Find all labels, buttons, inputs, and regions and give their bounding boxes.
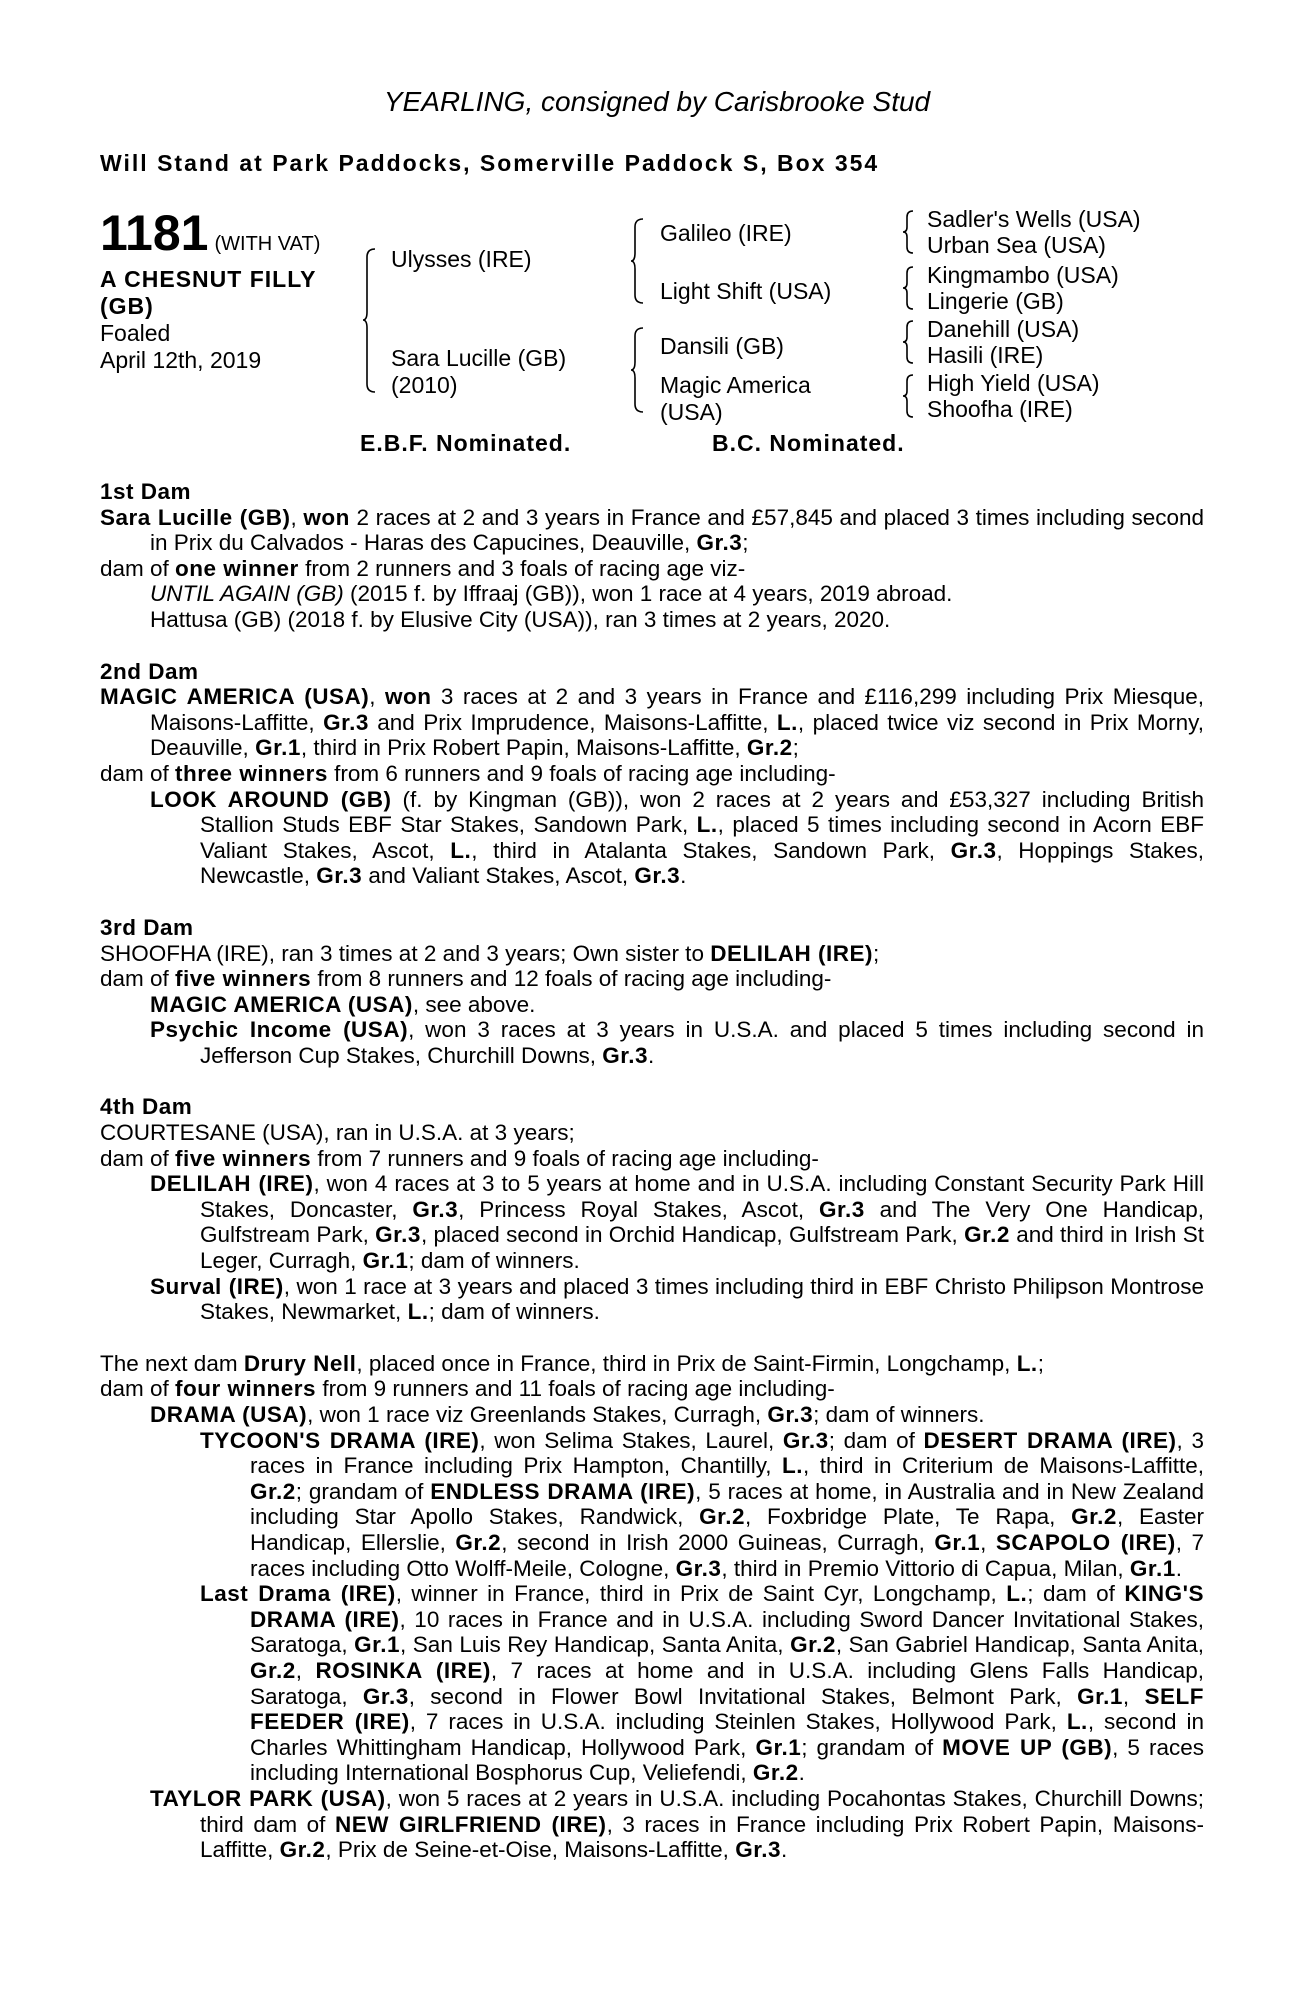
record-text: . [780, 1837, 788, 1863]
grade: Gr.1 [255, 735, 301, 761]
produce-entry [100, 1581, 1204, 1786]
horse-name: DESERT DRAMA (IRE) [923, 1427, 1177, 1453]
horse-name: TYCOON'S DRAMA (IRE) [200, 1427, 480, 1453]
record-text: , won Selima Stakes, Laurel, [479, 1427, 783, 1453]
grade: L. [776, 709, 798, 735]
dam-year: (2010) [391, 372, 458, 398]
produce-entry [100, 1786, 1204, 1863]
grade: Gr.1 [1077, 1683, 1123, 1709]
lot-name-line1: A CHESNUT FILLY [100, 266, 317, 292]
grade: Gr.2 [250, 1657, 296, 1683]
grade: Gr.2 [1071, 1504, 1117, 1530]
summary-text: dam of [100, 1376, 176, 1402]
grade: Gr.3 [602, 1042, 649, 1068]
grade: Gr.3 [818, 1196, 865, 1222]
ebf-nomination: E.B.F. Nominated. [360, 430, 572, 456]
grade: L. [1006, 1581, 1028, 1607]
record-text: , Prix de Seine-et-Oise, Maisons-Laffitte, [325, 1837, 736, 1863]
lot-name [100, 266, 316, 320]
summary-text: dam of [100, 1145, 176, 1171]
record-text: ; [792, 735, 799, 761]
record-text: , [295, 1657, 316, 1683]
foaled-label: Foaled [100, 320, 171, 346]
summary-text: dam of [100, 760, 176, 786]
won-label: won [384, 684, 432, 710]
section-heading: 4th Dam [100, 1094, 193, 1120]
summary-text: dam of [100, 966, 176, 992]
record-text: , third in Atalanta Stakes, Sandown Park, [471, 837, 951, 863]
record-text: , won 5 races at 2 years in U.S.A. including Pocahontas Stakes, Churchill Downs; third dam of [200, 1785, 1204, 1837]
bc-nomination: B.C. Nominated. [712, 430, 905, 456]
produce-entry [100, 581, 1204, 607]
produce-entry [100, 1402, 1204, 1428]
grade: Gr.3 [782, 1427, 829, 1453]
record-text: ; grandam of [295, 1478, 431, 1504]
record-text: , placed twice viz second in Prix Morny, Deauville, [150, 709, 1204, 761]
grade: L. [407, 1299, 429, 1325]
winner-count: four winners [175, 1376, 317, 1402]
record-text: , Foxbridge Plate, Te Rapa, [744, 1504, 1072, 1530]
summary-text: dam of [100, 555, 176, 581]
grade: Gr.2 [455, 1529, 502, 1555]
grade: Gr.1 [354, 1632, 400, 1658]
horse-name: SELF FEEDER (IRE) [250, 1683, 1204, 1735]
grade: Gr.1 [755, 1734, 802, 1760]
grade: Gr.2 [964, 1222, 1010, 1248]
record-text: ; dam of winners. [813, 1402, 985, 1427]
record-text: , placed second in Orchid Handicap, Gulfstream Park, [420, 1222, 965, 1248]
record-text: . [798, 1760, 805, 1786]
record-text: ; dam of [1027, 1581, 1125, 1607]
record-text: ; [742, 530, 749, 556]
first-dam-section [100, 479, 1204, 633]
record-text: , [1122, 1683, 1145, 1709]
bracket-gs2 [902, 266, 914, 310]
lot-name-line2: (GB) [100, 293, 154, 319]
record-text: , second in Flower Bowl Invitational Stakes, Belmont Park, [408, 1683, 1078, 1709]
record-text: 2 races at 2 and 3 years in France and £57,845 and placed 3 times including second in Prix du Calvados - Haras des Capucines, Deauville, [150, 504, 1205, 556]
record-text: , placed once in France, third in Prix de Saint-Firmin, Longchamp, [356, 1350, 1017, 1376]
produce-entry [100, 787, 1204, 889]
record-text: , 5 races at home, in Australia and in New Zealand including Star Apollo Stakes, Randwick, [250, 1478, 1205, 1530]
gg-sdd: Lingerie (GB) [927, 288, 1064, 314]
record-text: , won 3 races at 3 years in U.S.A. and placed 5 times including second in Jefferson Cup Stakes, Churchill Downs, [200, 1017, 1204, 1068]
third-dam-section [100, 915, 1204, 1069]
fourth-dam-section [100, 1094, 1204, 1324]
record-text: , won 1 race at 3 years and placed 3 times including third in EBF Christo Philipson Montrose Stakes, Newmarket, [200, 1273, 1205, 1325]
produce-summary [100, 1146, 1204, 1172]
record-text: , see above. [412, 991, 536, 1017]
stand-location: Will Stand at Park Paddocks, Somerville Paddock S, Box 354 [100, 150, 880, 176]
sire-sire: Galileo (IRE) [660, 220, 792, 246]
record-text: and Prix Imprudence, Maisons-Laffitte, [368, 709, 777, 735]
record-text: ; dam of winners. [408, 1248, 580, 1274]
record-text: and Valiant Stakes, Ascot, [362, 863, 635, 889]
grade: Gr.3 [735, 1837, 781, 1863]
record-text: . [648, 1042, 655, 1068]
record-text: ; [872, 940, 880, 966]
sire-name: Ulysses (IRE) [391, 246, 532, 272]
record-text: , third in Criterium de Maisons-Laffitte, [803, 1453, 1204, 1479]
produce-summary [100, 761, 1204, 787]
dam-record: Sara Lucille (GB), won 2 races at 2 and 3 years in France and £57,845 and placed 3 times including second in Prix du Calvados - Haras des Capucines, Deauville, Gr.3; [100, 504, 1205, 556]
produce-summary [100, 966, 1204, 992]
horse-name: Sara Lucille (GB) [100, 504, 291, 530]
horse-name: LOOK AROUND (GB) [150, 786, 392, 812]
record-text: , San Gabriel Handicap, Santa Anita, [835, 1632, 1205, 1658]
summary-text: from 7 runners and 9 foals of racing age including- [311, 1145, 819, 1171]
catalogue-heading: YEARLING, consigned by Carisbrooke Stud [383, 86, 931, 117]
record-text: , won 1 race viz Greenlands Stakes, Curragh, [307, 1402, 768, 1427]
horse-name: DRAMA (USA) [150, 1402, 308, 1427]
vat-note: (WITH VAT) [214, 233, 321, 255]
record-text: , third in Premio Vittorio di Capua, Milan, [721, 1555, 1130, 1581]
produce-entry [100, 1274, 1204, 1325]
horse-name: MOVE UP (GB) [942, 1734, 1113, 1760]
record-text: , Hoppings Stakes, Newcastle, [200, 837, 1205, 889]
record-text: , [980, 1529, 996, 1555]
grade: Gr.3 [412, 1196, 459, 1222]
won-label: won [303, 504, 350, 530]
dam-dam-line1: Magic America [660, 372, 811, 398]
grade: L. [1066, 1709, 1088, 1735]
produce-entry [100, 992, 1204, 1018]
grade: Gr.1 [934, 1529, 981, 1555]
sire-dam-bracket [362, 248, 376, 393]
record-text: ; grandam of [801, 1734, 943, 1760]
horse-name: NEW GIRLFRIEND (IRE) [334, 1811, 607, 1837]
summary-text: from 9 runners and 11 foals of racing age including- [316, 1376, 835, 1402]
record-text: , placed 5 times including second in Acorn EBF Valiant Stakes, Ascot, [200, 812, 1204, 863]
winner-count: five winners [175, 1145, 312, 1171]
bracket-gs3 [902, 320, 914, 364]
record-text: , 3 races in France including Prix Robert Papin, Maisons-Laffitte, [200, 1811, 1205, 1863]
bracket-gs1 [902, 210, 914, 254]
produce-summary [100, 556, 1204, 582]
record-text: , 10 races in France and in U.S.A. including Sword Dancer Invitational Stakes, Saratoga, [250, 1606, 1204, 1658]
produce-summary [100, 1376, 1204, 1402]
second-dam-section [100, 659, 1204, 889]
grade: L. [1016, 1350, 1038, 1376]
produce-entry [100, 1428, 1204, 1582]
section-heading: 1st Dam [100, 479, 192, 504]
summary-text: from 2 runners and 3 foals of racing age viz- [298, 555, 746, 581]
record-text: ; [1037, 1350, 1044, 1376]
dam-record [100, 1351, 1204, 1377]
record-text: , third in Prix Robert Papin, Maisons-Laffitte, [300, 735, 747, 761]
horse-name: KING'S DRAMA (IRE) [250, 1581, 1204, 1632]
grade: Gr.2 [279, 1837, 326, 1863]
dam-record: COURTESANE (USA), ran in U.S.A. at 3 years; [100, 1120, 575, 1146]
horse-name: MAGIC AMERICA (USA) [150, 991, 413, 1017]
grade: Gr.2 [699, 1504, 745, 1530]
dam-dam-line2: (USA) [660, 399, 723, 425]
record-text: , Easter Handicap, Ellerslie, [250, 1504, 1205, 1555]
record-text: (f. by Kingman (GB)), won 2 races at 2 years and £53,327 including British Stallion Studs EBF Star Stakes, Sandown Park, [200, 786, 1204, 838]
section-heading: 3rd Dam [100, 914, 194, 940]
dam-record [100, 941, 1204, 967]
horse-name: ENDLESS DRAMA (IRE) [430, 1478, 696, 1504]
foaling-info [100, 320, 261, 374]
grade: Gr.3 [375, 1222, 421, 1248]
record-text: . [680, 863, 687, 889]
horse-name: TAYLOR PARK (USA) [150, 1785, 386, 1811]
lot-number: 1181 [100, 205, 209, 261]
grade: Gr.3 [767, 1402, 814, 1427]
winner-count: one winner [175, 555, 299, 581]
record-text: , Princess Royal Stakes, Ascot, [458, 1196, 819, 1222]
record-text: , 3 races in France including Prix Hampton, Chantilly, [250, 1427, 1204, 1479]
record-text: , 5 races including International Bosphorus Cup, Veliefendi, [250, 1734, 1204, 1786]
grade: Gr.3 [316, 863, 363, 889]
grade: Gr.3 [634, 863, 681, 889]
produce-entry [100, 1017, 1204, 1068]
horse-name: Surval (IRE) [150, 1273, 284, 1299]
gg-sds: Kingmambo (USA) [927, 262, 1119, 288]
record-text: (2015 f. by Iffraaj (GB)), won 1 race at 4 years, 2019 abroad. [343, 581, 953, 607]
gg-ssd: Urban Sea (USA) [927, 232, 1106, 258]
grade: Gr.3 [323, 709, 369, 735]
produce-entry: Hattusa (GB) (2018 f. by Elusive City (USA)), ran 3 times at 2 years, 2020. [150, 606, 891, 632]
winner-count: three winners [175, 760, 328, 786]
horse-name: DELILAH (IRE) [710, 940, 873, 966]
grade: L. [450, 837, 472, 863]
dam-name: Sara Lucille (GB) [391, 345, 567, 371]
record-text: , 7 races at home and in U.S.A. including Glens Falls Handicap, Saratoga, [250, 1657, 1204, 1709]
dam-sire: Dansili (GB) [660, 333, 784, 359]
dam-bracket [630, 327, 644, 413]
record-text: and third in Irish St Leger, Curragh, [200, 1222, 1205, 1274]
horse-name: ROSINKA (IRE) [315, 1657, 491, 1683]
record-text: 3 races at 2 and 3 years in France and £116,299 including Prix Miesque, Maisons-Laffitte, [150, 684, 1204, 735]
horse-name: Drury Nell [243, 1350, 357, 1376]
gg-sss: Sadler's Wells (USA) [927, 206, 1141, 232]
section-heading: 2nd Dam [100, 658, 199, 684]
record-text: , San Luis Rey Handicap, Santa Anita, [399, 1632, 791, 1658]
grade: Gr.3 [675, 1555, 722, 1581]
bracket-gs4 [902, 374, 914, 418]
record-text: , second in Charles Whittingham Handicap, Hollywood Park, [250, 1709, 1204, 1760]
grade: Gr.1 [1129, 1555, 1176, 1581]
winner-count: five winners [175, 966, 312, 992]
grade: Gr.3 [362, 1683, 409, 1709]
horse-name: Last Drama (IRE) [200, 1581, 396, 1607]
dam-record: MAGIC AMERICA (USA), won 3 races at 2 and 3 years in France and £116,299 including Prix Miesque, Maisons-Laffitte, Gr.3 and Prix Imprudence, Maisons-Laffitte, L., placed twice viz second in Prix Morny, Deauville, Gr.1, third in Prix Robert Papin, Maisons-Laffitte, Gr.2; [100, 684, 1204, 761]
horse-name: MAGIC AMERICA (USA) [100, 684, 370, 710]
grade: Gr.3 [696, 530, 743, 556]
record-text: , second in Irish 2000 Guineas, Curragh, [501, 1529, 935, 1555]
record-text: SHOOFHA (IRE), ran 3 times at 2 and 3 years; Own sister to [100, 940, 711, 966]
record-text: ; dam of [828, 1427, 924, 1453]
horse-name: Psychic Income (USA) [150, 1017, 409, 1043]
summary-text: from 8 runners and 12 foals of racing age including- [311, 966, 832, 992]
horse-name: UNTIL AGAIN (GB) [150, 581, 344, 607]
grade: L. [696, 812, 718, 838]
grade: Gr.2 [752, 1760, 799, 1786]
grade: Gr.2 [746, 735, 793, 761]
lot-header [100, 205, 321, 261]
gg-ddd: Shoofha (IRE) [927, 396, 1073, 422]
record-text: and The Very One Handicap, Gulfstream Park, [200, 1196, 1204, 1248]
record-text: , 7 races including Otto Wolff-Meile, Cologne, [250, 1529, 1204, 1581]
grade: Gr.2 [790, 1632, 836, 1658]
produce-entry [100, 1171, 1204, 1273]
sire-dam: Light Shift (USA) [660, 278, 832, 304]
gg-dsd: Hasili (IRE) [927, 342, 1044, 368]
grade: Gr.2 [250, 1478, 296, 1504]
foaling-date: April 12th, 2019 [100, 347, 262, 373]
horse-name: SCAPOLO (IRE) [995, 1529, 1176, 1555]
summary-text: from 6 runners and 9 foals of racing age including- [327, 760, 836, 786]
record-text: . [1175, 1555, 1182, 1581]
grade: L. [782, 1453, 804, 1479]
sire-bracket [630, 218, 644, 304]
next-dam-section [100, 1351, 1204, 1863]
catalogue-body [100, 479, 1204, 1863]
gg-dds: High Yield (USA) [927, 370, 1100, 396]
gg-dss: Danehill (USA) [927, 316, 1080, 342]
record-text: The next dam [100, 1350, 244, 1376]
grade: Gr.3 [950, 837, 997, 863]
record-text: ; dam of winners. [428, 1299, 600, 1325]
record-text: , winner in France, third in Prix de Saint Cyr, Longchamp, [395, 1581, 1007, 1607]
horse-name: DELILAH (IRE) [150, 1171, 314, 1197]
record-text: , won 4 races at 3 to 5 years at home and in U.S.A. including Constant Security Park Hill Stakes, Doncaster, [200, 1171, 1204, 1222]
record-text: , 7 races in U.S.A. including Steinlen Stakes, Hollywood Park, [409, 1709, 1067, 1735]
grade: Gr.1 [362, 1248, 409, 1274]
